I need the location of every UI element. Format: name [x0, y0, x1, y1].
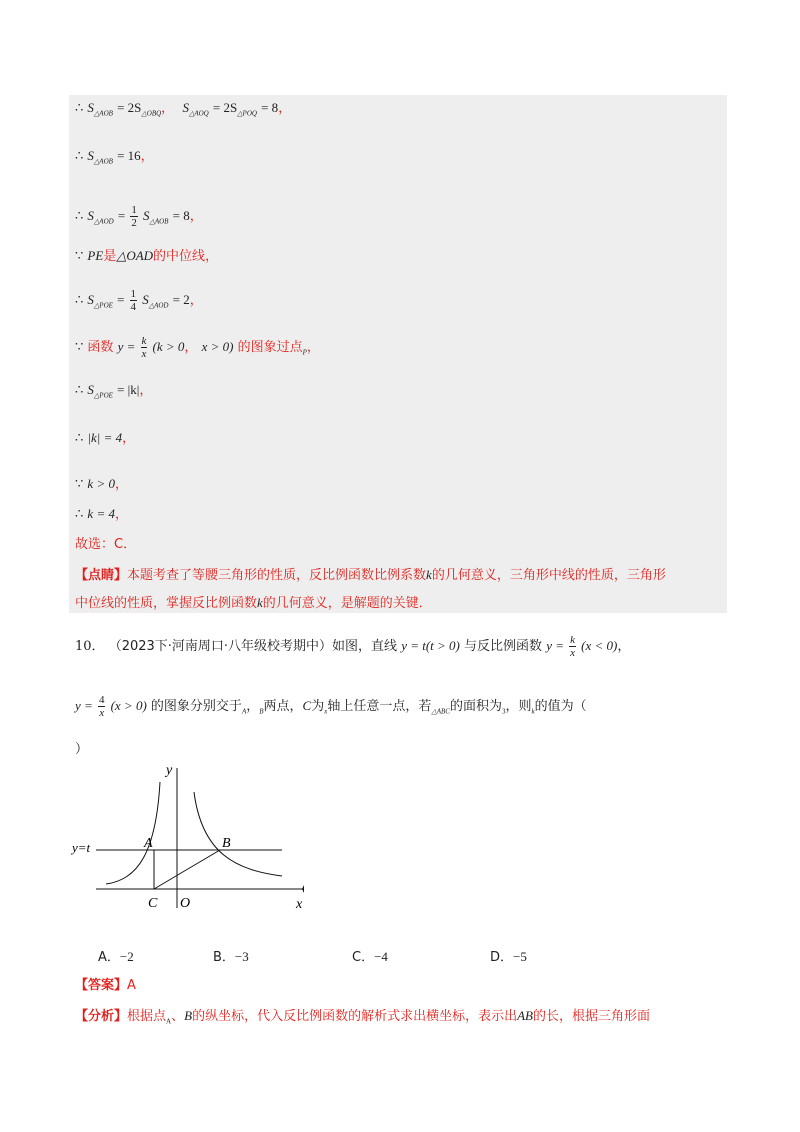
solution-line-10: ∴ k = 4， — [75, 506, 128, 522]
solution-line-4: ∵ PE是△OAD的中位线， — [75, 248, 219, 264]
solution-comment-1: 【点睛】本题考查了等腰三角形的性质，反比例函数比例系数k的几何意义，三角形中线的性质，三角形 — [75, 567, 666, 583]
question-line-2: y = $\frac{4}{x}$ (x > 0) 的图象分别交于$_A$，$_B$两点，C为$_x$轴上任意一点，若$_{\triangle ABC}$的面积为$_3$，则$_k$的值为（ — [75, 694, 587, 719]
solution-line-2: ∴ $S_{\triangle AOB} = 16$， — [75, 148, 154, 166]
solution-line-5: ∴ $S_{\triangle POE}$ = $\frac{1}{4}$ $S_{\triangle AOD} = 2$， — [75, 288, 203, 313]
option-b[interactable]: B．−3 — [213, 949, 249, 965]
segment-CB — [154, 850, 220, 889]
label-C: C — [148, 896, 158, 911]
solution-line-3: ∴ $S_{\triangle AOD}$ = $\frac{1}{2}$ $S_{\triangle AOB} = 8$， — [75, 204, 203, 229]
right-hyperbola — [194, 792, 282, 876]
solution-line-8: ∴ |k| = 4， — [75, 430, 136, 446]
label-A: A — [144, 836, 153, 851]
solution-comment-2: 中位线的性质，掌握反比例函数k的几何意义，是解题的关键． — [75, 595, 432, 611]
option-a[interactable]: A．−2 — [98, 949, 134, 965]
left-hyperbola — [106, 782, 160, 884]
label-y-t: y=t — [72, 840, 91, 855]
label-y: y — [166, 763, 173, 778]
label-x: x — [296, 897, 303, 912]
question-close-paren: ） — [75, 742, 89, 757]
hyperbola-figure — [68, 762, 308, 912]
solution-line-6: ∵ 函数 y = $\frac{k}{x}$ (k > 0， x > 0) 的图象过点$_P$， — [75, 335, 320, 360]
solution-line-9: ∵ k > 0， — [75, 476, 128, 492]
label-B: B — [222, 836, 231, 851]
label-O: O — [180, 896, 191, 911]
solution-line-7: ∴ $S_{\triangle POE} = |k|$， — [75, 382, 153, 400]
x-axis-arrow — [302, 885, 304, 893]
option-d[interactable]: D．−5 — [490, 949, 527, 965]
option-c[interactable]: C．−4 — [352, 949, 388, 965]
solution-choice: 故选：C． — [75, 537, 137, 552]
question-line-1: 10． （2023下·河南周口·八年级校考期中）如图，直线 y = t(t > 0) 与反比例函数 y = $\frac{k}{x}$ (x < 0)， — [75, 634, 631, 659]
analysis-line: 【分析】根据点$_A$、B的纵坐标，代入反比例函数的解析式求出横坐标，表示出AB的长，根据三角形面 — [75, 1008, 650, 1026]
solution-line-1: ∴ $S_{\triangle AOB} = 2S_{\triangle OBQ}$， $S_{\triangle AOQ} = 2S_{\triangle POQ} = 8$， — [75, 100, 292, 118]
answer-line: 【答案】A — [75, 978, 136, 993]
